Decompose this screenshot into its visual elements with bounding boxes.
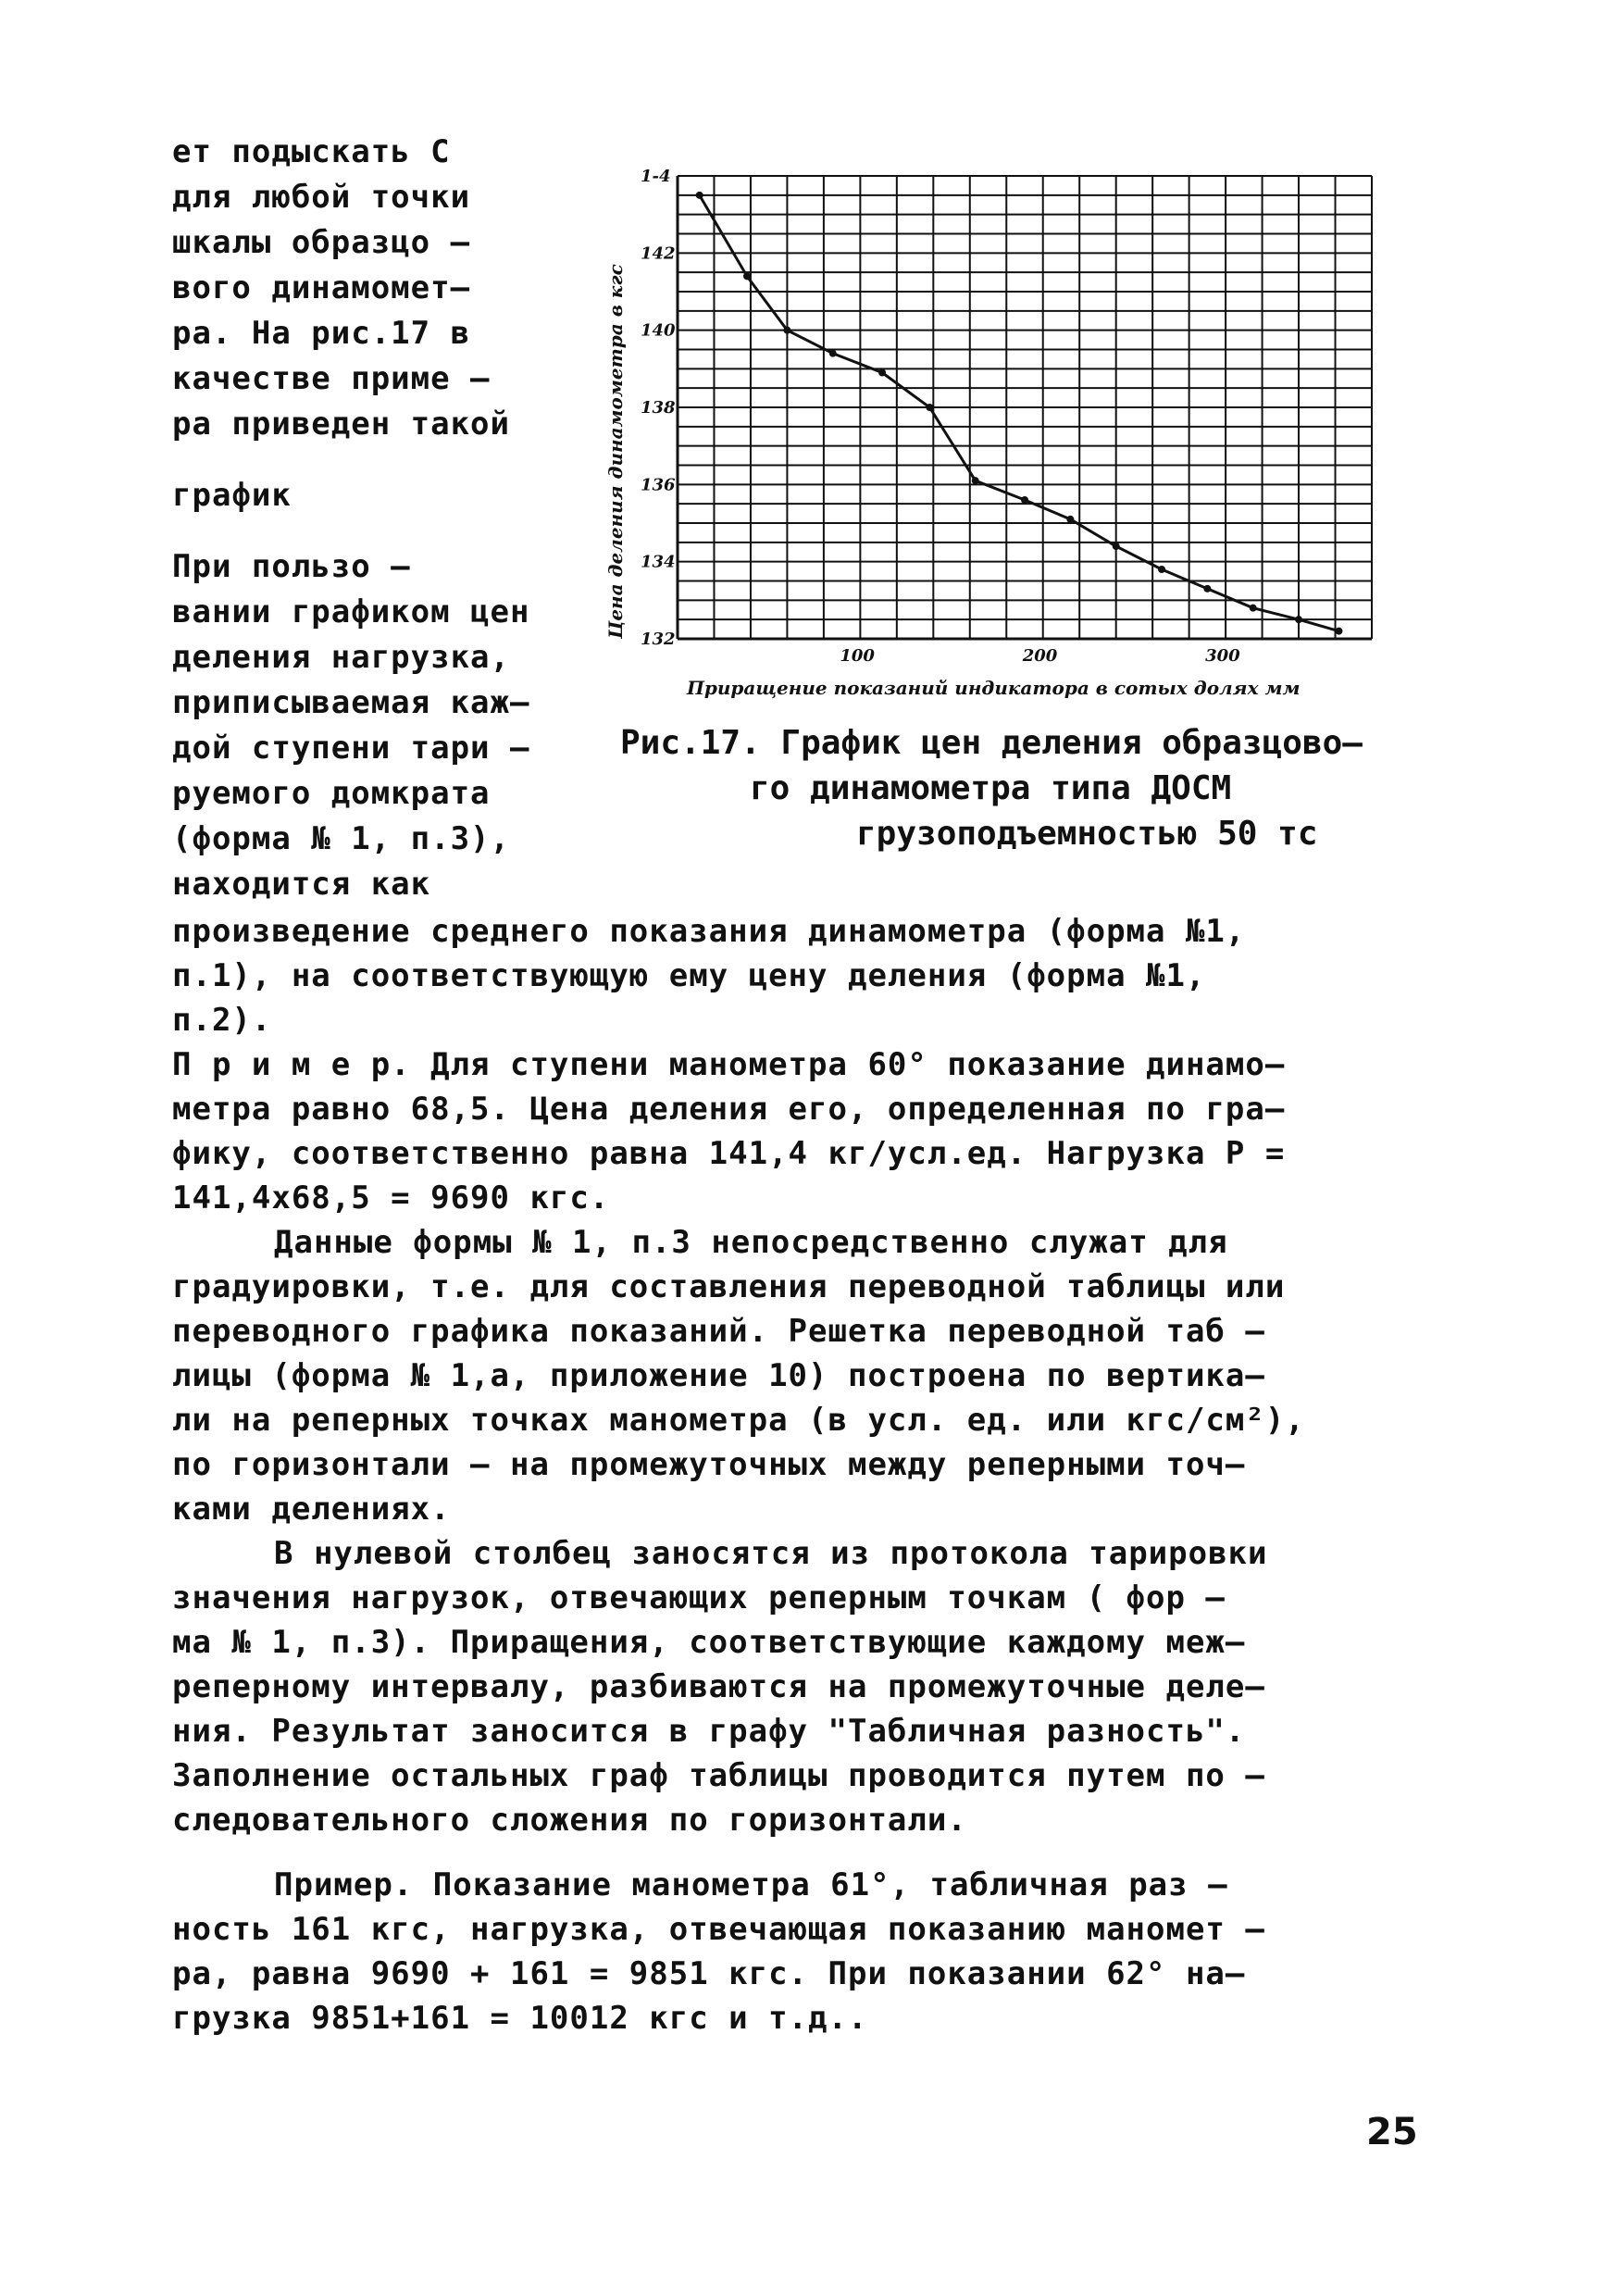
chart: [602, 157, 1435, 713]
data-point: [783, 327, 790, 334]
y-tick-label: 138: [641, 398, 676, 418]
data-point: [1295, 616, 1302, 623]
text-line: 141,4х68,5 = 9690 кгс.: [172, 1179, 610, 1217]
text-line: руемого домкрата: [172, 775, 491, 812]
text-line: Пример. Показание манометра 61°, табличная раз –: [274, 1866, 1228, 1903]
text-line: п.1), на соответствующую ему цену деления (форма №1,: [172, 957, 1206, 994]
caption-line-1: Рис.17. График цен деления образцово–: [620, 724, 1363, 762]
text-line: лицы (форма № 1,а, приложение 10) построена по вертика–: [172, 1357, 1265, 1394]
text-line: метра равно 68,5. Цена деления его, определенная по гра–: [172, 1091, 1286, 1128]
x-tick-label: 300: [1205, 646, 1240, 666]
text-line: ния. Результат заносится в графу "Табличная разность".: [172, 1713, 1246, 1750]
y-tick-label: 142: [641, 243, 676, 264]
y-tick-label: 1-4: [641, 167, 671, 186]
x-tick-label: 200: [1022, 646, 1058, 666]
text-line: следовательного сложения по горизонтали.: [172, 1802, 967, 1839]
text-line: деления нагрузка,: [172, 639, 510, 676]
wrapped-text-column: [172, 130, 589, 907]
data-point: [1066, 516, 1074, 523]
text-line: (форма № 1, п.3),: [172, 820, 510, 857]
data-point: [972, 477, 979, 484]
text-line: [172, 447, 589, 473]
text-line: ра. На рис.17 в: [172, 315, 471, 352]
data-point: [1335, 628, 1342, 635]
series-line: [696, 192, 1343, 635]
text-line: В нулевой столбец заносятся из протокола тарировки: [274, 1535, 1268, 1572]
caption-line-2: го динамометра типа ДОСМ: [750, 769, 1232, 807]
page-number: 25: [1366, 2111, 1418, 2153]
text-line: реперному интервалу, разбиваются на промежуточные деле–: [172, 1668, 1265, 1705]
data-point: [696, 192, 703, 199]
text-line: [172, 518, 589, 544]
data-point: [878, 369, 886, 377]
body-text: [172, 909, 1468, 2040]
tick-labels: [641, 167, 1240, 666]
text-line: ет подыскать С: [172, 133, 451, 170]
text-line: вого динамомет–: [172, 269, 471, 306]
text-line: приписываемая каж–: [172, 684, 530, 721]
data-point: [1250, 605, 1257, 612]
text-line: п.2).: [172, 1002, 272, 1039]
text-line: ли на реперных точках манометра (в усл. ед. или кгс/см²),: [172, 1402, 1305, 1439]
y-tick-label: 132: [641, 630, 676, 649]
x-axis-label: Приращение показаний индикатора в сотых долях мм: [687, 677, 1301, 699]
text-line: для любой точки: [172, 179, 471, 216]
text-line: грузка 9851+161 = 10012 кгс и т.д..: [172, 2000, 868, 2037]
data-point: [743, 272, 751, 280]
text-line: При пользо –: [172, 548, 411, 585]
caption-line-3: грузоподъемностью 50 тс: [856, 815, 1318, 853]
text-line: ность 161 кгс, нагрузка, отвечающая показанию маномет –: [172, 1911, 1265, 1948]
text-line: график: [172, 477, 292, 514]
series-polyline: [700, 195, 1339, 631]
text-line: П р и м е р. Для ступени манометра 60° показание динамо–: [172, 1046, 1286, 1083]
text-line: фику, соответственно равна 141,4 кг/усл.ед. Нагрузка Р =: [172, 1135, 1286, 1172]
y-tick-label: 134: [641, 552, 676, 572]
text-line: вании графиком цен: [172, 593, 530, 630]
text-line: градуировки, т.е. для составления переводной таблицы или: [172, 1268, 1286, 1305]
figure-caption: [620, 720, 1509, 856]
y-tick-label: 136: [641, 475, 676, 495]
text-line: значения нагрузок, отвечающих реперным точкам ( фор –: [172, 1579, 1226, 1616]
text-line: произведение среднего показания динамометра (форма №1,: [172, 913, 1246, 950]
data-point: [829, 350, 837, 357]
text-line: ра, равна 9690 + 161 = 9851 кгс. При показании 62° на–: [172, 1955, 1246, 1992]
text-line: шкалы образцо –: [172, 224, 471, 261]
data-point: [1021, 496, 1028, 504]
text-line: Данные формы № 1, п.3 непосредственно служат для: [274, 1224, 1228, 1261]
text-line: качестве приме –: [172, 360, 491, 397]
text-line: ками делениях.: [172, 1491, 451, 1528]
y-axis-label: Цена деления динамометра в кгс: [604, 264, 627, 639]
data-point: [926, 404, 933, 411]
text-line: Заполнение остальных граф таблицы проводится путем по –: [172, 1757, 1265, 1794]
text-line: переводного графика показаний. Решетка переводной таб –: [172, 1313, 1265, 1350]
x-tick-label: 100: [840, 646, 875, 666]
text-line: по горизонтали – на промежуточных между реперными точ–: [172, 1446, 1246, 1483]
y-tick-label: 140: [641, 320, 676, 341]
text-line: ра приведен такой: [172, 406, 510, 443]
text-line: дой ступени тари –: [172, 730, 530, 767]
grid: [678, 176, 1372, 639]
text-line: ма № 1, п.3). Приращения, соответствующие каждому меж–: [172, 1624, 1246, 1661]
text-line: [172, 1842, 1468, 1863]
text-line: находится как: [172, 866, 431, 903]
data-point: [1203, 585, 1211, 593]
data-point: [1158, 566, 1165, 573]
chart-svg: [602, 157, 1435, 713]
data-point: [1113, 543, 1120, 550]
